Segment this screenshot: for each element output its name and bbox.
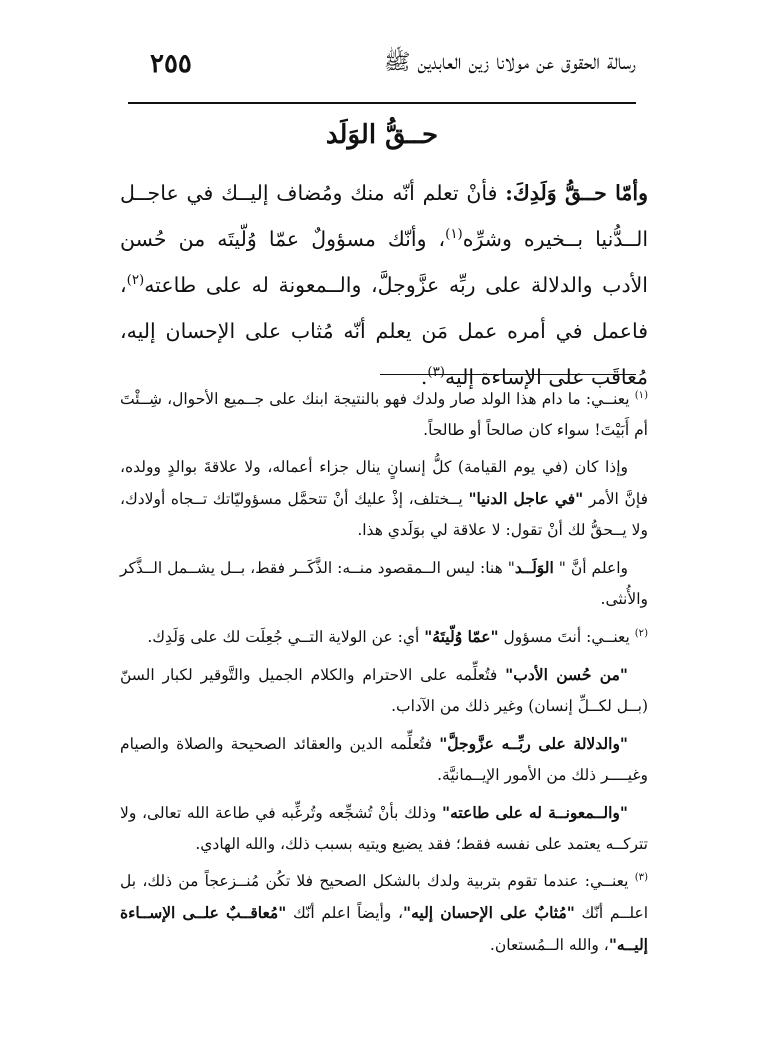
page-header bbox=[150, 44, 636, 84]
footnote-1-paragraph bbox=[120, 452, 648, 546]
footnote-2 bbox=[120, 621, 648, 653]
footnote-text: ، والله الــمُستعان. bbox=[489, 936, 609, 954]
footnote-ref-1: (١) bbox=[445, 227, 463, 243]
footnote-2-paragraph bbox=[120, 659, 648, 722]
footnote-1-paragraph bbox=[120, 552, 648, 615]
footnote-2-paragraph bbox=[120, 797, 648, 860]
main-paragraph bbox=[120, 170, 648, 400]
paragraph-text: ، فاعمل في أمره عمل مَن يعلم أنّه مُثاب على الإحسان إليه، مُعاقَب على الإساءة إليه bbox=[120, 273, 648, 389]
paragraph-text: . bbox=[420, 365, 428, 389]
footnote-3 bbox=[120, 866, 648, 961]
footnote-text: فتُعلِّمه الدين والعقائد الصحيحة والصلاة والصيام وغيــــر ذلك من الأمور الإيــمانيَّة. bbox=[120, 735, 648, 784]
footnote-bold: "من حُسن الأدب" bbox=[505, 665, 628, 684]
footnote-number: (١) bbox=[634, 389, 648, 401]
footnote-bold: "والدلالة على ربِّــه عزَّوجلَّ" bbox=[439, 734, 629, 753]
footnote-bold: "في عاجل الدنيا" bbox=[468, 489, 584, 508]
footnote-bold: الوَلَــد bbox=[514, 558, 554, 577]
footnote-2-paragraph bbox=[120, 728, 648, 791]
page-number: ٢٥٥ bbox=[150, 49, 192, 79]
paragraph-text: فأنْ تعلم أنّه منك ومُضاف إليــك في عاجــل الــدُّنيا بــخيره وشرِّه bbox=[120, 181, 649, 251]
footnote-number: (٣) bbox=[634, 871, 648, 883]
paragraph-lead: وأمّا حــقُّ وَلَدِكَ: bbox=[505, 181, 648, 205]
footnotes bbox=[120, 384, 648, 967]
footnote-text: يعنــي: ما دام هذا الولد صار ولدك فهو بالنتيجة ابنك على جــميع الأحوال، شِــئْتَ أم أَبَيْتَ! سواء كان صالحاً أو طالحاً. bbox=[120, 390, 648, 439]
header-divider bbox=[128, 102, 636, 104]
footnote-bold: "والــمعونــة له على طاعته" bbox=[442, 803, 628, 822]
footnote-1 bbox=[120, 384, 648, 446]
footnote-text: " هنا: ليس الــمقصود منــه: الذَّكَــر فقط، بــل يشــمل الــذَّكر والأُنثى. bbox=[120, 559, 648, 608]
footnote-text: وذلك بأنْ تُشجِّعه وتُرغِّبه في طاعة الله تعالى، ولا تتركــه يعتمد على نفسه فقط؛ فقد يضيع ويتيه بسبب ذلك، والله الهادي. bbox=[120, 804, 648, 853]
paragraph-text: ، وأنّك مسؤولٌ عمّا وُلّيتَه من حُسن الأدب والدلالة على ربِّه عزَّوجلَّ، والــمعونة له على طاعته bbox=[120, 227, 648, 297]
footnote-text: أي: عن الولاية التــي جُعِلَت لك على وَلَدِك. bbox=[147, 628, 425, 646]
footnote-divider bbox=[380, 374, 636, 375]
footnote-ref-3: (٣) bbox=[427, 365, 445, 381]
section-title: حــقُّ الوَلَد bbox=[325, 120, 439, 150]
footnote-text: يعنــي: عندما تقوم بتربية ولدك بالشكل الصحيح فلا تكُن مُنــزعجاً من ذلك، بل اعلــم أنّك bbox=[120, 872, 648, 922]
footnote-ref-2: (٢) bbox=[126, 273, 145, 289]
footnote-text: يــختلف، إذْ عليك أنْ تتحمَّل مسؤوليّاتك تــجاه أولادك، ولا يــحقُّ لك أنْ تقول: لا علاقة لي بوَلَدي هذا. bbox=[120, 490, 648, 539]
footnote-number: (٢) bbox=[634, 627, 648, 639]
footnote-text: ، وأيضاً اعلم أنّك bbox=[286, 904, 403, 922]
footnote-bold: "عمّا وُلّيتَهُ" bbox=[424, 627, 499, 646]
footnote-text: واعلم أنَّ " bbox=[553, 559, 628, 577]
footnote-text: يعنــي: أنتَ مسؤول bbox=[498, 628, 635, 646]
footnote-text: فتُعلِّمه على الاحترام والكلام الجميل والتَّوقير لكبار السنّ (بــل لكــلِّ إنسان) وغير ذلك من الآداب. bbox=[120, 666, 648, 715]
running-title: رسالة الحقوق عن مولانا زين العابدين ﷺ bbox=[383, 50, 636, 75]
footnote-bold: "مُعاقــبٌ علــى الإســاءة إليــه" bbox=[120, 903, 648, 954]
footnote-bold: "مُثابٌ على الإحسان إليه" bbox=[403, 903, 575, 922]
footnote-text: وإذا كان (في يوم القيامة) كلُّ إنسانٍ ينال جزاء أعماله، ولا علاقةَ بوالدٍ وولده، فإنَّ الأمر bbox=[120, 458, 648, 508]
